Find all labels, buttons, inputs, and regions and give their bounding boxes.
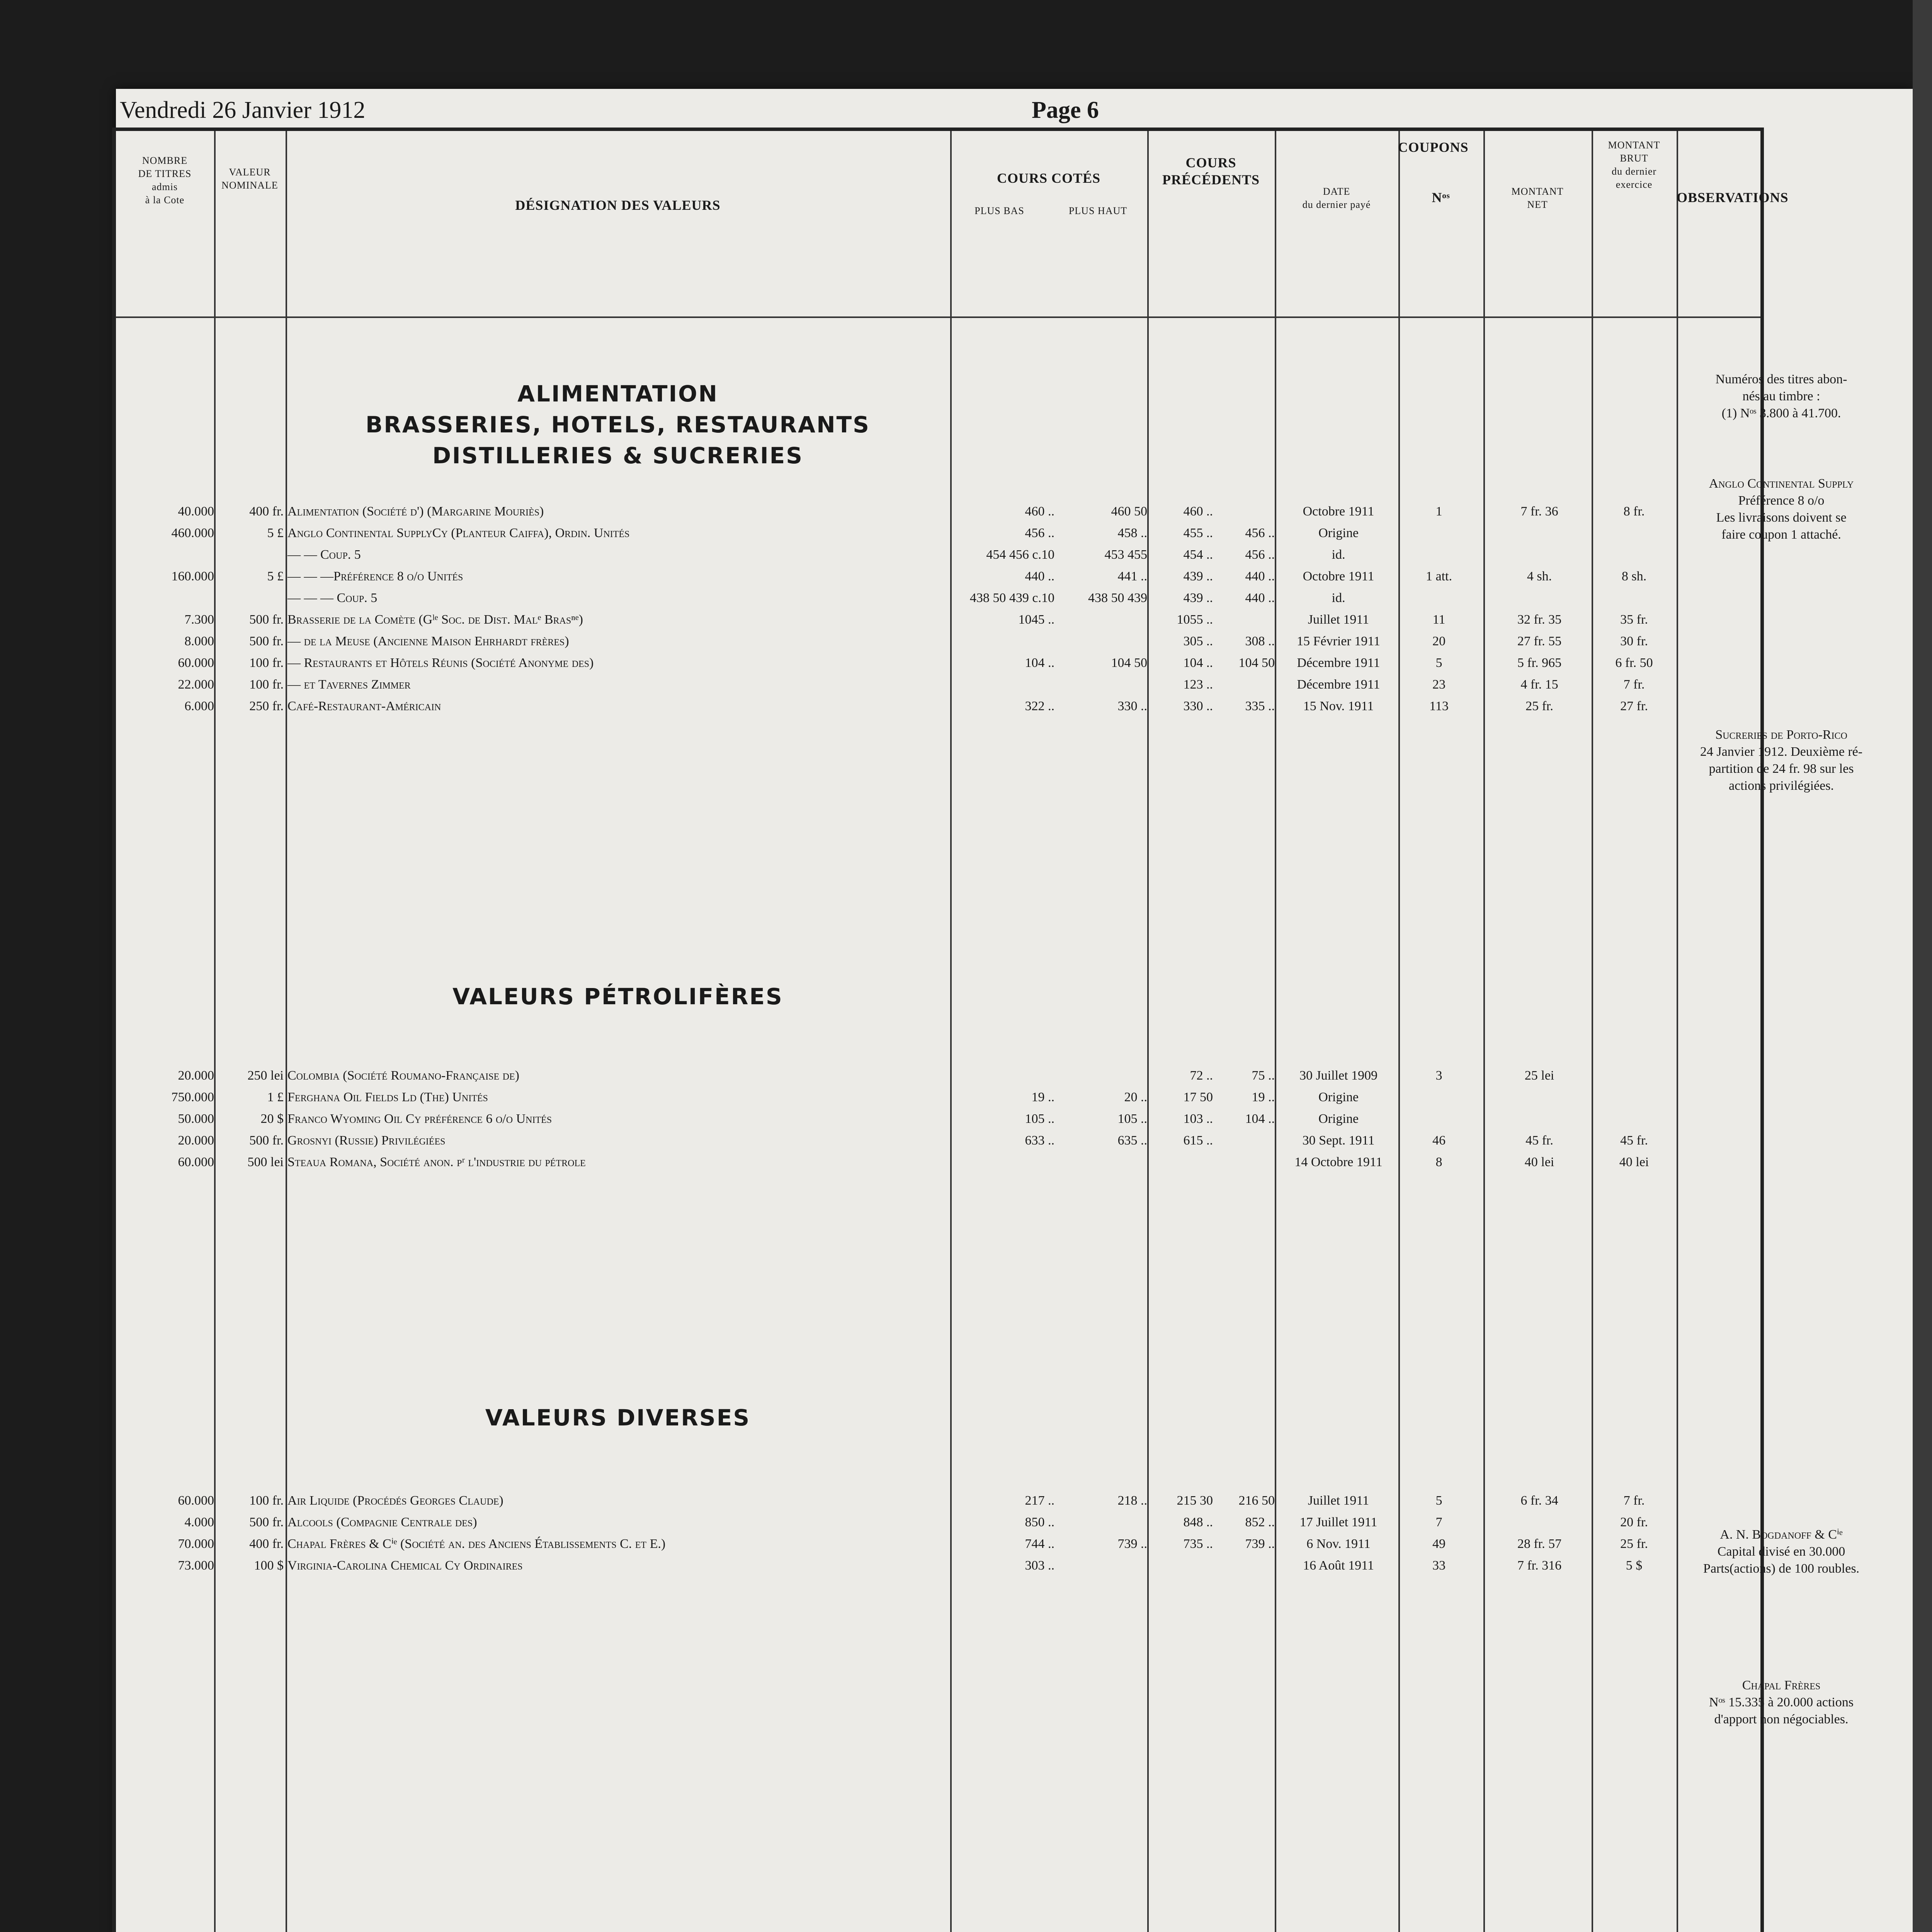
designation-cell: — — Coup. 5 <box>287 548 361 562</box>
brut-cell: 35 fr. <box>1620 612 1648 627</box>
prec-haut-cell: 440 .. <box>1245 591 1275 605</box>
coupon-date-cell: Origine <box>1318 1090 1359 1104</box>
header-titres: NOMBRE DE TITRES admis à la Cote <box>138 155 192 206</box>
brut-cell: 30 fr. <box>1620 634 1648 648</box>
plus-bas-cell: 440 .. <box>1025 569 1054 583</box>
table-row <box>116 1556 1767 1575</box>
prec-haut-cell: 335 .. <box>1245 699 1275 713</box>
brut-cell: 25 fr. <box>1620 1537 1648 1551</box>
titres-cell: 60.000 <box>178 1155 214 1169</box>
prec-bas-cell: 305 .. <box>1183 634 1213 648</box>
designation-cell: — Restaurants et Hôtels Réunis (Société Anonyme des) <box>287 656 594 670</box>
coupon-no-cell: 1 att. <box>1426 569 1452 583</box>
plus-bas-cell: 217 .. <box>1025 1493 1054 1508</box>
plus-bas-cell: 850 .. <box>1025 1515 1054 1529</box>
titres-cell: 20.000 <box>178 1133 214 1148</box>
designation-cell: — et Tavernes Zimmer <box>287 677 411 692</box>
table-row <box>116 1153 1767 1172</box>
brut-cell: 7 fr. <box>1623 1493 1645 1508</box>
valeur-cell: 1 £ <box>267 1090 284 1104</box>
brut-cell: 7 fr. <box>1623 677 1645 692</box>
coupon-no-cell: 20 <box>1432 634 1446 648</box>
header-coupons: COUPONS <box>1398 139 1469 155</box>
coupon-date-cell: Origine <box>1318 526 1359 540</box>
table-row <box>116 524 1767 543</box>
coupon-net-cell: 27 fr. 55 <box>1517 634 1562 648</box>
coupon-net-cell: 32 fr. 35 <box>1517 612 1562 627</box>
table-row <box>116 697 1767 716</box>
plus-haut-cell: 458 .. <box>1117 526 1147 540</box>
titres-cell: 20.000 <box>178 1068 214 1083</box>
prec-bas-cell: 735 .. <box>1183 1537 1213 1551</box>
plus-bas-cell: 460 .. <box>1025 504 1054 519</box>
brut-cell: 20 fr. <box>1620 1515 1648 1529</box>
valeur-cell: 250 lei <box>247 1068 284 1083</box>
valeur-cell: 500 fr. <box>249 634 284 648</box>
table-row <box>116 588 1767 608</box>
coupon-date-cell: 6 Nov. 1911 <box>1306 1537 1371 1551</box>
prec-haut-cell: 852 .. <box>1245 1515 1275 1529</box>
header-cours-cotes: COURS COTÉS <box>997 170 1101 186</box>
binding-edge <box>1913 0 1932 1932</box>
prec-bas-cell: 123 .. <box>1183 677 1213 692</box>
brut-cell: 8 fr. <box>1623 504 1645 519</box>
observation-timbre: Numéros des titres abon- nés au timbre : (1) Nᵒˢ 3.800 à 41.700. <box>1715 372 1847 420</box>
coupon-no-cell: 3 <box>1435 1068 1442 1083</box>
coupon-net-cell: 7 fr. 36 <box>1520 504 1558 519</box>
titres-cell: 73.000 <box>178 1558 214 1573</box>
table-row <box>116 1131 1767 1150</box>
table-row <box>116 1088 1767 1107</box>
header-date: DATE du dernier payé <box>1302 186 1371 210</box>
plus-haut-cell: 453 455 <box>1104 548 1147 562</box>
titres-cell: 6.000 <box>184 699 214 713</box>
prec-bas-cell: 215 30 <box>1177 1493 1213 1508</box>
valeur-cell: 20 $ <box>260 1112 284 1126</box>
section-alimentation: ALIMENTATION BRASSERIES, HOTELS, RESTAURANTS DISTILLERIES & SUCRERIES <box>366 381 870 469</box>
coupon-no-cell: 11 <box>1432 612 1446 627</box>
table-row <box>116 545 1767 565</box>
table-row <box>116 653 1767 673</box>
column-rule <box>1483 131 1485 1932</box>
prec-bas-cell: 17 50 <box>1183 1090 1213 1104</box>
section-petroliferes: VALEURS PÉTROLIFÈRES <box>452 983 783 1010</box>
table-row <box>116 1491 1767 1510</box>
prec-bas-cell: 848 .. <box>1183 1515 1213 1529</box>
observation-bogdanoff: A. N. Bogdanoff & Cⁱᵉ Capital divisé en 30.000 Parts(actions) de 100 roubles. <box>1703 1527 1860 1576</box>
plus-bas-cell: 104 .. <box>1025 656 1054 670</box>
prec-haut-cell: 456 .. <box>1245 548 1275 562</box>
prec-bas-cell: 455 .. <box>1183 526 1213 540</box>
coupon-no-cell: 8 <box>1435 1155 1442 1169</box>
coupon-date-cell: id. <box>1332 591 1345 605</box>
header-plus-haut: PLUS HAUT <box>1068 205 1128 216</box>
valeur-cell: 100 fr. <box>249 656 284 670</box>
coupon-net-cell: 4 fr. 15 <box>1520 677 1558 692</box>
prec-haut-cell: 739 .. <box>1245 1537 1275 1551</box>
designation-cell: — de la Meuse (Ancienne Maison Ehrhardt frères) <box>287 634 569 648</box>
titres-cell: 750.000 <box>171 1090 214 1104</box>
header-brut: MONTANT BRUT du dernier exercice <box>1608 139 1660 190</box>
plus-haut-cell: 460 50 <box>1111 504 1147 519</box>
coupon-no-cell: 33 <box>1432 1558 1446 1573</box>
prec-haut-cell: 440 .. <box>1245 569 1275 583</box>
coupon-date-cell: Décembre 1911 <box>1297 656 1380 670</box>
coupon-date-cell: 30 Sept. 1911 <box>1302 1133 1375 1148</box>
table-row <box>116 632 1767 651</box>
brut-cell: 8 sh. <box>1621 569 1647 583</box>
coupon-no-cell: 23 <box>1432 677 1446 692</box>
coupon-date-cell: 15 Nov. 1911 <box>1303 699 1374 713</box>
designation-cell: Café-Restaurant-Américain <box>287 699 441 713</box>
coupon-no-cell: 1 <box>1435 504 1442 519</box>
coupon-date-cell: Octobre 1911 <box>1303 569 1374 583</box>
valeur-cell: 500 lei <box>247 1155 284 1169</box>
table-row <box>116 502 1767 521</box>
coupon-no-cell: 49 <box>1432 1537 1446 1551</box>
coupon-date-cell: 14 Octobre 1911 <box>1294 1155 1383 1169</box>
coupon-date-cell: 30 Juillet 1909 <box>1299 1068 1378 1083</box>
titres-cell: 40.000 <box>178 504 214 519</box>
designation-cell: Ferghana Oil Fields Ld (The) Unités <box>287 1090 488 1104</box>
plus-bas-cell: 105 .. <box>1025 1112 1054 1126</box>
titres-cell: 22.000 <box>178 677 214 692</box>
plus-bas-cell: 438 50 439 c.10 <box>969 591 1054 605</box>
brut-cell: 45 fr. <box>1620 1133 1648 1148</box>
titres-cell: 50.000 <box>178 1112 214 1126</box>
header-observations: OBSERVATIONS <box>1677 190 1789 205</box>
plus-haut-cell: 218 .. <box>1117 1493 1147 1508</box>
valeur-cell: 400 fr. <box>249 504 284 519</box>
coupon-net-cell: 4 sh. <box>1527 569 1552 583</box>
plus-bas-cell: 303 .. <box>1025 1558 1054 1573</box>
prec-haut-cell: 75 .. <box>1252 1068 1275 1083</box>
plus-haut-cell: 104 50 <box>1111 656 1147 670</box>
designation-cell: Anglo Continental SupplyCy (Planteur Caiffa), Ordin. Unités <box>287 526 630 540</box>
column-rule <box>214 131 216 1932</box>
titres-cell: 160.000 <box>171 569 214 583</box>
header-plus-bas: PLUS BAS <box>975 205 1024 216</box>
valeur-cell: 500 fr. <box>249 1515 284 1529</box>
brut-cell: 5 $ <box>1626 1558 1643 1573</box>
designation-cell: Chapal Frères & Cⁱᵉ (Société an. des Anciens Établissements C. et E.) <box>287 1537 666 1551</box>
valeur-cell: 100 fr. <box>249 1493 284 1508</box>
designation-cell: — — — Coup. 5 <box>287 591 378 605</box>
prec-bas-cell: 454 .. <box>1183 548 1213 562</box>
titres-cell: 60.000 <box>178 656 214 670</box>
table-row <box>116 567 1767 586</box>
designation-cell: — — —Préférence 8 o/o Unités <box>287 569 463 583</box>
valeur-cell: 100 fr. <box>249 677 284 692</box>
plus-haut-cell: 20 .. <box>1124 1090 1147 1104</box>
coupon-date-cell: Décembre 1911 <box>1297 677 1380 692</box>
valeur-cell: 100 $ <box>254 1558 284 1573</box>
coupon-net-cell: 45 fr. <box>1526 1133 1553 1148</box>
prec-bas-cell: 460 .. <box>1183 504 1213 519</box>
plus-bas-cell: 744 .. <box>1025 1537 1054 1551</box>
valeur-cell: 500 fr. <box>249 1133 284 1148</box>
coupon-no-cell: 7 <box>1435 1515 1442 1529</box>
prec-haut-cell: 456 .. <box>1245 526 1275 540</box>
plus-haut-cell: 330 .. <box>1117 699 1147 713</box>
column-rule <box>1147 131 1149 1932</box>
coupon-net-cell: 6 fr. 34 <box>1520 1493 1558 1508</box>
plus-bas-cell: 633 .. <box>1025 1133 1054 1148</box>
prec-haut-cell: 216 50 <box>1238 1493 1275 1508</box>
coupon-date-cell: Origine <box>1318 1112 1359 1126</box>
header-cours-precedents: COURS PRÉCÉDENTS <box>1162 155 1260 187</box>
prec-bas-cell: 1055 .. <box>1177 612 1213 627</box>
issue-date: Vendredi 26 Janvier 1912 <box>120 97 366 123</box>
prec-haut-cell: 19 .. <box>1252 1090 1275 1104</box>
table-row <box>116 610 1767 629</box>
titres-cell: 8.000 <box>184 634 214 648</box>
plus-haut-cell: 105 .. <box>1117 1112 1147 1126</box>
header-numero: Nᵒˢ <box>1432 190 1450 205</box>
coupon-net-cell: 25 lei <box>1524 1068 1554 1083</box>
page-number: Page 6 <box>1032 97 1099 123</box>
plus-haut-cell: 739 .. <box>1117 1537 1147 1551</box>
coupon-date-cell: Juillet 1911 <box>1308 612 1369 627</box>
designation-cell: Steaua Romana, Société anon. pʳ l'industrie du pétrole <box>287 1155 586 1169</box>
coupon-net-cell: 7 fr. 316 <box>1517 1558 1562 1573</box>
coupon-net-cell: 28 fr. 57 <box>1517 1537 1562 1551</box>
titres-cell: 70.000 <box>178 1537 214 1551</box>
designation-cell: Air Liquide (Procédés Georges Claude) <box>287 1493 503 1508</box>
observation-anglo-continental: Anglo Continental Supply Préférence 8 o/o Les livraisons doivent se faire coupon 1 attaché. <box>1709 476 1854 542</box>
designation-cell: Brasserie de la Comète (Gˡᵉ Soc. de Dist. Malᵉ Brasⁿᵉ) <box>287 612 583 627</box>
table-row <box>116 1534 1767 1554</box>
titres-cell: 60.000 <box>178 1493 214 1508</box>
designation-cell: Franco Wyoming Oil Cy préférence 6 o/o Unités <box>287 1112 552 1126</box>
table-row <box>116 1109 1767 1129</box>
plus-haut-cell: 635 .. <box>1117 1133 1147 1148</box>
brut-cell: 6 fr. 50 <box>1615 656 1653 670</box>
coupon-no-cell: 113 <box>1429 699 1449 713</box>
titres-cell: 460.000 <box>171 526 214 540</box>
coupon-date-cell: id. <box>1332 548 1345 562</box>
prec-bas-cell: 330 .. <box>1183 699 1213 713</box>
valeur-cell: 5 £ <box>267 526 284 540</box>
plus-bas-cell: 454 456 c.10 <box>986 548 1054 562</box>
prec-bas-cell: 439 .. <box>1183 591 1213 605</box>
header-designation: DÉSIGNATION DES VALEURS <box>515 197 721 213</box>
column-rule <box>1275 131 1276 1932</box>
header-net: MONTANT NET <box>1511 186 1564 210</box>
brut-cell: 27 fr. <box>1620 699 1648 713</box>
table-row <box>116 1066 1767 1085</box>
table-row <box>116 675 1767 694</box>
designation-cell: Colombia (Société Roumano-Française de) <box>287 1068 519 1083</box>
column-rule <box>1398 131 1400 1932</box>
brut-cell: 40 lei <box>1619 1155 1649 1169</box>
coupon-no-cell: 5 <box>1435 1493 1442 1508</box>
prec-bas-cell: 72 .. <box>1190 1068 1213 1083</box>
valeur-cell: 400 fr. <box>249 1537 284 1551</box>
prec-haut-cell: 104 50 <box>1238 656 1275 670</box>
plus-haut-cell: 441 .. <box>1117 569 1147 583</box>
prec-bas-cell: 615 .. <box>1183 1133 1213 1148</box>
prec-bas-cell: 104 .. <box>1183 656 1213 670</box>
prec-bas-cell: 103 .. <box>1183 1112 1213 1126</box>
designation-cell: Alimentation (Société d') (Margarine Mouriès) <box>287 504 544 519</box>
coupon-date-cell: 15 Février 1911 <box>1297 634 1380 648</box>
plus-bas-cell: 322 .. <box>1025 699 1054 713</box>
designation-cell: Alcools (Compagnie Centrale des) <box>287 1515 477 1529</box>
coupon-date-cell: 17 Juillet 1911 <box>1299 1515 1378 1529</box>
observation-porto-rico: Sucreries de Porto-Rico 24 Janvier 1912. Deuxième ré- partition de 24 fr. 98 sur les actions privilégiées. <box>1700 728 1863 793</box>
valeur-cell: 500 fr. <box>249 612 284 627</box>
prec-haut-cell: 308 .. <box>1245 634 1275 648</box>
section-diverses: VALEURS DIVERSES <box>485 1405 751 1431</box>
valeur-cell: 250 fr. <box>249 699 284 713</box>
coupon-date-cell: 16 Août 1911 <box>1303 1558 1374 1573</box>
valeur-cell: 5 £ <box>267 569 284 583</box>
prec-haut-cell: 104 .. <box>1245 1112 1275 1126</box>
observation-chapal: Chapal Frères Nᵒˢ 15.335 à 20.000 actions d'apport non négociables. <box>1709 1678 1854 1726</box>
designation-cell: Grosnyi (Russie) Privilégiées <box>287 1133 446 1148</box>
coupon-net-cell: 25 fr. <box>1526 699 1553 713</box>
prec-bas-cell: 439 .. <box>1183 569 1213 583</box>
titres-cell: 7.300 <box>184 612 214 627</box>
coupon-no-cell: 5 <box>1435 656 1442 670</box>
coupon-date-cell: Juillet 1911 <box>1308 1493 1369 1508</box>
plus-bas-cell: 456 .. <box>1025 526 1054 540</box>
coupon-no-cell: 46 <box>1432 1133 1446 1148</box>
plus-bas-cell: 1045 .. <box>1018 612 1054 627</box>
coupon-net-cell: 40 lei <box>1524 1155 1554 1169</box>
column-rule <box>1592 131 1593 1932</box>
plus-haut-cell: 438 50 439 <box>1088 591 1147 605</box>
header-valeur: VALEUR NOMINALE <box>221 167 278 191</box>
header-rule <box>116 316 1760 318</box>
plus-bas-cell: 19 .. <box>1031 1090 1054 1104</box>
table-row <box>116 1513 1767 1532</box>
coupon-net-cell: 5 fr. 965 <box>1517 656 1562 670</box>
designation-cell: Virginia-Carolina Chemical Cy Ordinaires <box>287 1558 523 1573</box>
coupon-date-cell: Octobre 1911 <box>1303 504 1374 519</box>
titres-cell: 4.000 <box>184 1515 214 1529</box>
